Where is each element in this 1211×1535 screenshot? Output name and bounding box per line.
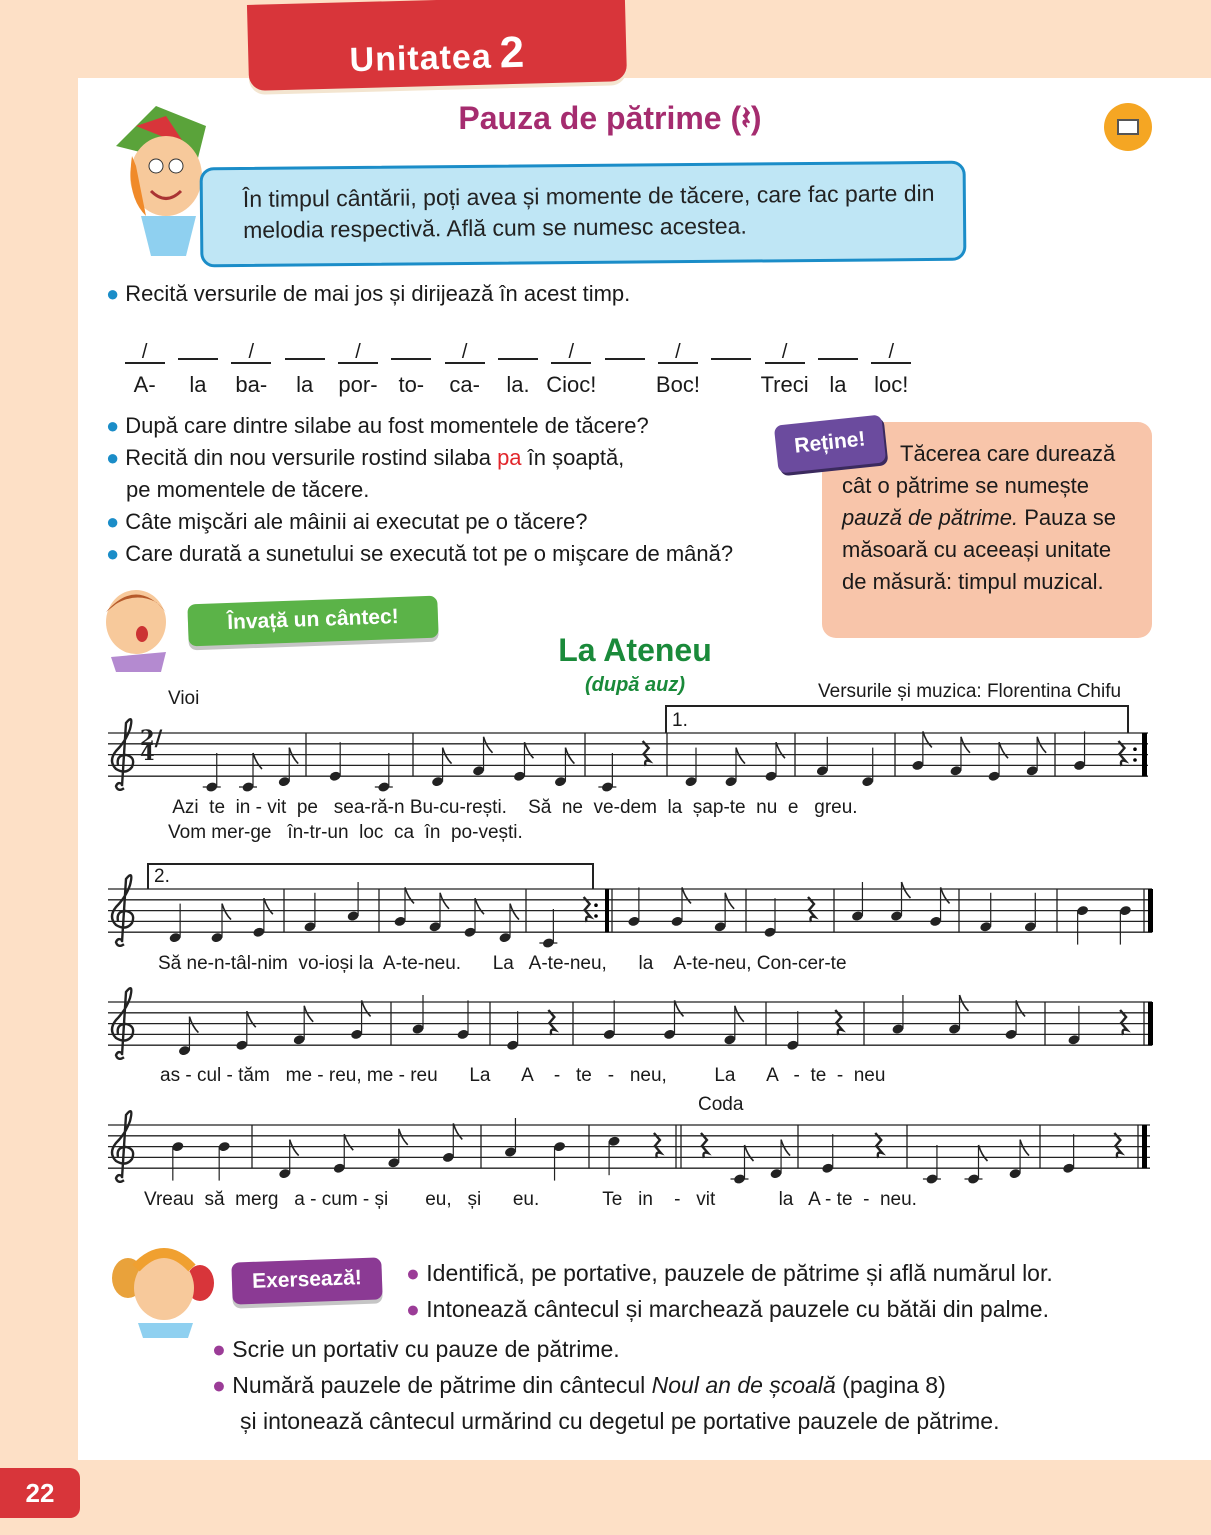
repeat-dot bbox=[594, 914, 598, 918]
note-flag bbox=[736, 748, 745, 764]
volta-1: 1. bbox=[672, 710, 688, 731]
beat-mark: / bbox=[231, 342, 271, 364]
note-flag bbox=[776, 742, 785, 758]
note-flag bbox=[1020, 1140, 1029, 1156]
time-signature: 2/4 bbox=[140, 725, 163, 765]
note-flag bbox=[222, 904, 231, 920]
speech-bubble: În timpul cântării, poți avea și momente de tăcere, care fac parte din melodia respectivă. Află cum se numesc acestea. bbox=[200, 161, 967, 268]
beat-mark: / bbox=[658, 342, 698, 364]
note-flag bbox=[1037, 737, 1046, 753]
exercise-item: ● Intonează cântecul și marchează pauzele cu bătăi din palme. bbox=[406, 1296, 1049, 1322]
note-flag bbox=[781, 1140, 790, 1156]
boy-maracas-illustration bbox=[108, 1238, 218, 1338]
note-flag bbox=[524, 742, 533, 758]
note-flag bbox=[923, 731, 932, 747]
note-flag bbox=[675, 1000, 684, 1016]
note-flag bbox=[453, 1123, 462, 1139]
quarter-rest-icon bbox=[643, 741, 650, 766]
final-barline bbox=[1142, 733, 1147, 776]
note-flag bbox=[510, 904, 519, 920]
note-flag bbox=[247, 1011, 256, 1027]
lyrics-line: as - cul - tăm me - reu, me - reu La A - te - neu, La A - te - neu bbox=[160, 1065, 886, 1086]
note-flag bbox=[405, 887, 414, 903]
syllable: la bbox=[829, 372, 847, 397]
note-flag bbox=[682, 887, 691, 903]
lyrics-line: Să ne-n-tâl-nim vo-ioși la A-te-neu. La A-te-neu, la A-te-neu, Con-cer-te bbox=[158, 953, 847, 974]
note-flag bbox=[443, 748, 452, 764]
syllable: Cioc! bbox=[546, 372, 597, 397]
final-barline bbox=[1148, 1002, 1153, 1045]
note-flag bbox=[999, 742, 1008, 758]
quarter-rest-icon bbox=[875, 1133, 882, 1158]
note-flag bbox=[961, 737, 970, 753]
syllable: Treci bbox=[760, 372, 809, 397]
final-barline bbox=[1148, 889, 1153, 932]
retine-box: Tăcerea care durează cât o pătrime se numește pauză de pătrime. Pauza se măsoară cu aceeași unitate de măsură: timpul muzical. bbox=[822, 422, 1152, 638]
volta-2: 2. bbox=[154, 866, 170, 887]
note-flag bbox=[344, 1134, 353, 1150]
unit-label: Unitatea bbox=[349, 37, 493, 80]
exercise-list-b bbox=[212, 1331, 1132, 1439]
quarter-rest-icon bbox=[701, 1133, 708, 1158]
note-flag bbox=[362, 1000, 371, 1016]
volta-1-bracket bbox=[666, 706, 1128, 733]
note-flag bbox=[484, 737, 493, 753]
syllable: la bbox=[296, 372, 314, 397]
repeat-dot bbox=[1133, 747, 1137, 751]
exercise-item-continued: și intonează cântecul urmărind cu degetul pe portative pauzele de pătrime. bbox=[240, 1408, 1000, 1434]
quarter-rest-icon bbox=[835, 1010, 842, 1035]
lyrics-line: Vom mer-ge în-tr-un loc ca în po-vești. bbox=[168, 822, 523, 843]
note-flag bbox=[902, 882, 911, 898]
question-item-continued: pe momentele de tăcere. bbox=[126, 477, 370, 502]
note-flag bbox=[289, 748, 298, 764]
note-flag bbox=[1016, 1000, 1025, 1016]
quarter-rest-icon bbox=[1118, 741, 1125, 766]
exercise-list-a bbox=[406, 1255, 1053, 1327]
note-flag bbox=[725, 893, 734, 909]
syllable: por- bbox=[338, 372, 378, 397]
exercise-item: ● Numără pauzele de pătrime din cântecul Noul an de școală (pagina 8) bbox=[212, 1372, 946, 1398]
note-flag bbox=[475, 898, 484, 914]
note-flag bbox=[735, 1006, 744, 1022]
question-item: ● Recită din nou versurile rostind silaba pa în șoaptă, bbox=[106, 445, 625, 470]
note-flag bbox=[440, 893, 449, 909]
syllable: ca- bbox=[449, 372, 480, 397]
page-number: 22 bbox=[0, 1468, 80, 1518]
coda-label: Coda bbox=[698, 1094, 744, 1115]
exerseaza-ribbon: Exersează! bbox=[231, 1257, 382, 1304]
syllable: to- bbox=[398, 372, 425, 397]
syllable: la bbox=[189, 372, 207, 397]
note-flag bbox=[253, 753, 262, 769]
note-flag bbox=[960, 995, 969, 1011]
syllable: loc! bbox=[874, 372, 909, 397]
beat-mark: / bbox=[871, 342, 911, 364]
exercise-item: ● Scrie un portativ cu pauze de pătrime. bbox=[212, 1336, 620, 1362]
note-flag bbox=[304, 1006, 313, 1022]
note-flag bbox=[565, 748, 574, 764]
syllable: A- bbox=[133, 372, 156, 397]
quarter-rest-icon bbox=[584, 897, 591, 922]
tempo-marking: Vioi bbox=[168, 688, 200, 709]
note-flag bbox=[264, 898, 273, 914]
note-flag bbox=[290, 1140, 299, 1156]
beat-mark: / bbox=[551, 342, 591, 364]
beat-mark: / bbox=[338, 342, 378, 364]
instruction-text: Recită versurile de mai jos și dirijează în acest timp. bbox=[125, 281, 631, 306]
repeat-dot bbox=[1133, 758, 1137, 762]
learn-song-ribbon: Învață un cântec! bbox=[187, 596, 438, 647]
syllable: Boc! bbox=[655, 372, 700, 397]
instruction-item: ● Recită versurile de mai jos și dirijează în acest timp. bbox=[106, 281, 631, 306]
highlight-syllable: pa bbox=[497, 445, 522, 470]
question-item: ● Care durată a sunetului se execută tot pe o mişcare de mână? bbox=[106, 541, 734, 566]
syllable: ba- bbox=[235, 372, 268, 397]
question-item: ● Câte mişcări ale mâinii ai executat pe o tăcere? bbox=[106, 509, 588, 534]
exercise-item: ● Identifică, pe portative, pauzele de pătrime și află numărul lor. bbox=[406, 1260, 1053, 1286]
song-title: La Ateneu bbox=[558, 632, 712, 668]
syllable: la. bbox=[506, 372, 530, 397]
beat-mark: / bbox=[125, 342, 165, 364]
song-subtitle: (după auz) bbox=[585, 674, 685, 696]
note-flag bbox=[941, 887, 950, 903]
beat-mark: / bbox=[765, 342, 805, 364]
note-flag bbox=[189, 1017, 198, 1033]
page-title: Pauza de pătrime (𝄽) bbox=[458, 100, 762, 136]
quarter-rest-icon bbox=[1120, 1010, 1127, 1035]
lyrics-line: Azi te in - vit pe sea-ră-n Bu-cu-rești. Să ne ve-dem la șap-te nu e greu. bbox=[168, 797, 858, 818]
beat-mark: / bbox=[445, 342, 485, 364]
note-flag bbox=[745, 1145, 754, 1161]
unit-number: 2 bbox=[498, 27, 526, 78]
repeat-barline bbox=[605, 889, 609, 932]
quarter-rest-icon bbox=[1114, 1133, 1121, 1158]
quarter-rest-icon bbox=[654, 1133, 661, 1158]
song-credits: Versurile și muzica: Florentina Chifu bbox=[818, 681, 1122, 702]
note-flag bbox=[979, 1145, 988, 1161]
repeat-dot bbox=[594, 903, 598, 907]
question-item: ● După care dintre silabe au fost momentele de tăcere? bbox=[106, 413, 649, 438]
final-barline bbox=[1142, 1125, 1147, 1168]
quarter-rest-icon bbox=[808, 897, 815, 922]
quarter-rest-icon bbox=[548, 1010, 555, 1035]
volta-2-bracket bbox=[148, 864, 593, 889]
lyrics-line: Vreau să merg a - cum - și eu, și eu. Te in - vit la A - te - neu. bbox=[144, 1189, 917, 1210]
note-flag bbox=[399, 1129, 408, 1145]
retine-tag: Reține! bbox=[774, 414, 886, 473]
